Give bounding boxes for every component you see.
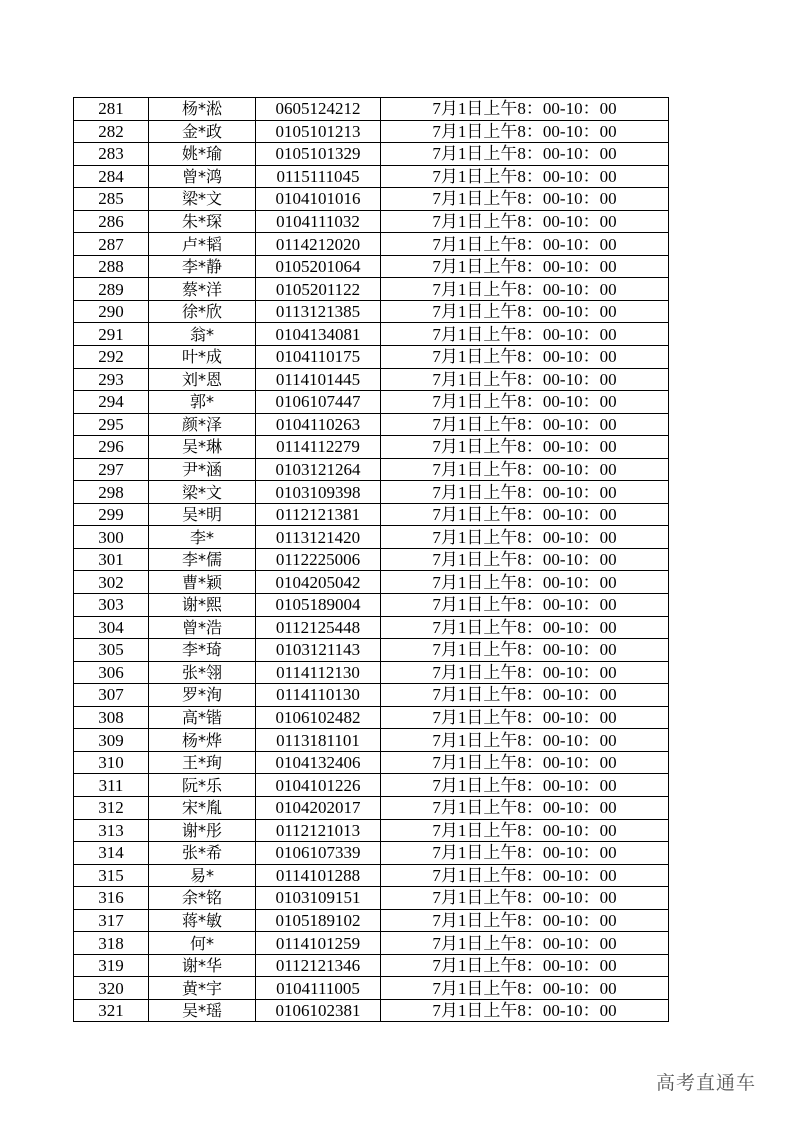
- table-row: [74, 774, 669, 797]
- schedule-rows: [74, 98, 669, 1022]
- student-id-cell: 0112225006: [256, 548, 381, 571]
- table-row: [74, 98, 669, 121]
- table-row: [74, 684, 669, 707]
- student-id-cell: 0112121381: [256, 503, 381, 526]
- table-row: [74, 368, 669, 391]
- exam-time-cell: 7月1日上午8：00-10：00: [381, 594, 669, 617]
- name-cell: 蒋*敏: [149, 909, 256, 932]
- seq-cell: 297: [74, 458, 149, 481]
- name-cell: 黄*宇: [149, 977, 256, 1000]
- exam-time-cell: 7月1日上午8：00-10：00: [381, 864, 669, 887]
- exam-time-cell: 7月1日上午8：00-10：00: [381, 751, 669, 774]
- exam-time-cell: 7月1日上午8：00-10：00: [381, 954, 669, 977]
- name-cell: 余*铭: [149, 887, 256, 910]
- name-cell: 吴*琳: [149, 436, 256, 459]
- seq-cell: 284: [74, 165, 149, 188]
- student-id-cell: 0113181101: [256, 729, 381, 752]
- seq-cell: 298: [74, 481, 149, 504]
- table-row: [74, 751, 669, 774]
- table-row: [74, 503, 669, 526]
- exam-time-cell: 7月1日上午8：00-10：00: [381, 661, 669, 684]
- seq-cell: 291: [74, 323, 149, 346]
- name-cell: 高*锴: [149, 706, 256, 729]
- seq-cell: 290: [74, 300, 149, 323]
- name-cell: 李*: [149, 526, 256, 549]
- exam-time-cell: 7月1日上午8：00-10：00: [381, 323, 669, 346]
- table-row: [74, 706, 669, 729]
- seq-cell: 310: [74, 751, 149, 774]
- seq-cell: 312: [74, 796, 149, 819]
- table-row: [74, 526, 669, 549]
- table-row: [74, 233, 669, 256]
- seq-cell: 299: [74, 503, 149, 526]
- name-cell: 何*: [149, 932, 256, 955]
- seq-cell: 319: [74, 954, 149, 977]
- schedule-table: [73, 97, 669, 1022]
- student-id-cell: 0112125448: [256, 616, 381, 639]
- name-cell: 梁*文: [149, 481, 256, 504]
- name-cell: 金*政: [149, 120, 256, 143]
- exam-time-cell: 7月1日上午8：00-10：00: [381, 368, 669, 391]
- table-row: [74, 436, 669, 459]
- name-cell: 叶*成: [149, 346, 256, 369]
- exam-time-cell: 7月1日上午8：00-10：00: [381, 526, 669, 549]
- table-row: [74, 977, 669, 1000]
- student-id-cell: 0112121013: [256, 819, 381, 842]
- table-row: [74, 278, 669, 301]
- exam-time-cell: 7月1日上午8：00-10：00: [381, 346, 669, 369]
- table-row: [74, 120, 669, 143]
- exam-time-cell: 7月1日上午8：00-10：00: [381, 932, 669, 955]
- table-row: [74, 639, 669, 662]
- seq-cell: 314: [74, 842, 149, 865]
- exam-time-cell: 7月1日上午8：00-10：00: [381, 413, 669, 436]
- name-cell: 蔡*洋: [149, 278, 256, 301]
- name-cell: 尹*涵: [149, 458, 256, 481]
- student-id-cell: 0105189102: [256, 909, 381, 932]
- student-id-cell: 0104101016: [256, 188, 381, 211]
- name-cell: 杨*烨: [149, 729, 256, 752]
- seq-cell: 302: [74, 571, 149, 594]
- table-row: [74, 548, 669, 571]
- exam-time-cell: 7月1日上午8：00-10：00: [381, 706, 669, 729]
- exam-time-cell: 7月1日上午8：00-10：00: [381, 255, 669, 278]
- seq-cell: 305: [74, 639, 149, 662]
- student-id-cell: 0106107339: [256, 842, 381, 865]
- student-id-cell: 0113121385: [256, 300, 381, 323]
- name-cell: 宋*胤: [149, 796, 256, 819]
- seq-cell: 296: [74, 436, 149, 459]
- seq-cell: 285: [74, 188, 149, 211]
- exam-time-cell: 7月1日上午8：00-10：00: [381, 548, 669, 571]
- seq-cell: 321: [74, 999, 149, 1022]
- student-id-cell: 0105189004: [256, 594, 381, 617]
- student-id-cell: 0112121346: [256, 954, 381, 977]
- seq-cell: 295: [74, 413, 149, 436]
- seq-cell: 304: [74, 616, 149, 639]
- exam-time-cell: 7月1日上午8：00-10：00: [381, 729, 669, 752]
- seq-cell: 288: [74, 255, 149, 278]
- exam-time-cell: 7月1日上午8：00-10：00: [381, 481, 669, 504]
- exam-time-cell: 7月1日上午8：00-10：00: [381, 165, 669, 188]
- student-id-cell: 0113121420: [256, 526, 381, 549]
- exam-time-cell: 7月1日上午8：00-10：00: [381, 571, 669, 594]
- student-id-cell: 0114110130: [256, 684, 381, 707]
- exam-time-cell: 7月1日上午8：00-10：00: [381, 300, 669, 323]
- seq-cell: 307: [74, 684, 149, 707]
- name-cell: 曾*浩: [149, 616, 256, 639]
- seq-cell: 294: [74, 391, 149, 414]
- table-row: [74, 796, 669, 819]
- name-cell: 卢*韬: [149, 233, 256, 256]
- table-row: [74, 391, 669, 414]
- exam-time-cell: 7月1日上午8：00-10：00: [381, 188, 669, 211]
- seq-cell: 306: [74, 661, 149, 684]
- exam-time-cell: 7月1日上午8：00-10：00: [381, 278, 669, 301]
- seq-cell: 309: [74, 729, 149, 752]
- name-cell: 谢*华: [149, 954, 256, 977]
- exam-time-cell: 7月1日上午8：00-10：00: [381, 684, 669, 707]
- student-id-cell: 0106107447: [256, 391, 381, 414]
- seq-cell: 282: [74, 120, 149, 143]
- name-cell: 王*珣: [149, 751, 256, 774]
- name-cell: 张*希: [149, 842, 256, 865]
- seq-cell: 316: [74, 887, 149, 910]
- name-cell: 李*琦: [149, 639, 256, 662]
- student-id-cell: 0104202017: [256, 796, 381, 819]
- student-id-cell: 0104110175: [256, 346, 381, 369]
- name-cell: 李*静: [149, 255, 256, 278]
- exam-time-cell: 7月1日上午8：00-10：00: [381, 616, 669, 639]
- table-row: [74, 594, 669, 617]
- table-row: [74, 165, 669, 188]
- name-cell: 张*翎: [149, 661, 256, 684]
- table-row: [74, 481, 669, 504]
- seq-cell: 287: [74, 233, 149, 256]
- student-id-cell: 0104101226: [256, 774, 381, 797]
- seq-cell: 315: [74, 864, 149, 887]
- seq-cell: 283: [74, 143, 149, 166]
- seq-cell: 300: [74, 526, 149, 549]
- table-row: [74, 932, 669, 955]
- table-row: [74, 323, 669, 346]
- seq-cell: 311: [74, 774, 149, 797]
- table-row: [74, 143, 669, 166]
- table-row: [74, 210, 669, 233]
- exam-time-cell: 7月1日上午8：00-10：00: [381, 391, 669, 414]
- student-id-cell: 0106102482: [256, 706, 381, 729]
- name-cell: 李*儒: [149, 548, 256, 571]
- table-row: [74, 188, 669, 211]
- exam-time-cell: 7月1日上午8：00-10：00: [381, 999, 669, 1022]
- student-id-cell: 0103109151: [256, 887, 381, 910]
- student-id-cell: 0103121143: [256, 639, 381, 662]
- exam-time-cell: 7月1日上午8：00-10：00: [381, 120, 669, 143]
- seq-cell: 301: [74, 548, 149, 571]
- table-row: [74, 661, 669, 684]
- exam-time-cell: 7月1日上午8：00-10：00: [381, 503, 669, 526]
- seq-cell: 317: [74, 909, 149, 932]
- name-cell: 谢*熙: [149, 594, 256, 617]
- name-cell: 阮*乐: [149, 774, 256, 797]
- table-row: [74, 729, 669, 752]
- table-row: [74, 909, 669, 932]
- name-cell: 朱*琛: [149, 210, 256, 233]
- exam-time-cell: 7月1日上午8：00-10：00: [381, 143, 669, 166]
- student-id-cell: 0104111032: [256, 210, 381, 233]
- exam-time-cell: 7月1日上午8：00-10：00: [381, 639, 669, 662]
- name-cell: 曹*颖: [149, 571, 256, 594]
- exam-time-cell: 7月1日上午8：00-10：00: [381, 977, 669, 1000]
- student-id-cell: 0105101213: [256, 120, 381, 143]
- name-cell: 吴*明: [149, 503, 256, 526]
- table-row: [74, 954, 669, 977]
- name-cell: 刘*恩: [149, 368, 256, 391]
- student-id-cell: 0114101445: [256, 368, 381, 391]
- name-cell: 翁*: [149, 323, 256, 346]
- watermark-logo: 高考直通车: [656, 1072, 757, 1094]
- student-id-cell: 0103121264: [256, 458, 381, 481]
- name-cell: 罗*洵: [149, 684, 256, 707]
- name-cell: 颜*泽: [149, 413, 256, 436]
- name-cell: 易*: [149, 864, 256, 887]
- student-id-cell: 0104134081: [256, 323, 381, 346]
- exam-time-cell: 7月1日上午8：00-10：00: [381, 842, 669, 865]
- table-row: [74, 346, 669, 369]
- name-cell: 梁*文: [149, 188, 256, 211]
- exam-time-cell: 7月1日上午8：00-10：00: [381, 98, 669, 121]
- table-row: [74, 616, 669, 639]
- student-id-cell: 0104132406: [256, 751, 381, 774]
- seq-cell: 320: [74, 977, 149, 1000]
- student-id-cell: 0605124212: [256, 98, 381, 121]
- exam-time-cell: 7月1日上午8：00-10：00: [381, 909, 669, 932]
- table-row: [74, 999, 669, 1022]
- student-id-cell: 0114112130: [256, 661, 381, 684]
- seq-cell: 313: [74, 819, 149, 842]
- table-row: [74, 255, 669, 278]
- name-cell: 杨*淞: [149, 98, 256, 121]
- student-id-cell: 0104205042: [256, 571, 381, 594]
- table-row: [74, 458, 669, 481]
- student-id-cell: 0105101329: [256, 143, 381, 166]
- student-id-cell: 0105201064: [256, 255, 381, 278]
- exam-time-cell: 7月1日上午8：00-10：00: [381, 233, 669, 256]
- exam-time-cell: 7月1日上午8：00-10：00: [381, 210, 669, 233]
- name-cell: 谢*彤: [149, 819, 256, 842]
- name-cell: 郭*: [149, 391, 256, 414]
- exam-time-cell: 7月1日上午8：00-10：00: [381, 458, 669, 481]
- name-cell: 曾*鸿: [149, 165, 256, 188]
- exam-time-cell: 7月1日上午8：00-10：00: [381, 774, 669, 797]
- student-id-cell: 0104111005: [256, 977, 381, 1000]
- student-id-cell: 0105201122: [256, 278, 381, 301]
- exam-time-cell: 7月1日上午8：00-10：00: [381, 796, 669, 819]
- student-id-cell: 0104110263: [256, 413, 381, 436]
- name-cell: 姚*瑜: [149, 143, 256, 166]
- seq-cell: 289: [74, 278, 149, 301]
- exam-time-cell: 7月1日上午8：00-10：00: [381, 887, 669, 910]
- student-id-cell: 0114101259: [256, 932, 381, 955]
- name-cell: 吴*瑶: [149, 999, 256, 1022]
- table-row: [74, 300, 669, 323]
- seq-cell: 281: [74, 98, 149, 121]
- student-id-cell: 0103109398: [256, 481, 381, 504]
- seq-cell: 293: [74, 368, 149, 391]
- name-cell: 徐*欣: [149, 300, 256, 323]
- student-id-cell: 0115111045: [256, 165, 381, 188]
- student-id-cell: 0114112279: [256, 436, 381, 459]
- seq-cell: 286: [74, 210, 149, 233]
- table-row: [74, 819, 669, 842]
- table-row: [74, 413, 669, 436]
- student-id-cell: 0114101288: [256, 864, 381, 887]
- student-id-cell: 0114212020: [256, 233, 381, 256]
- seq-cell: 292: [74, 346, 149, 369]
- table-row: [74, 864, 669, 887]
- seq-cell: 308: [74, 706, 149, 729]
- seq-cell: 303: [74, 594, 149, 617]
- exam-time-cell: 7月1日上午8：00-10：00: [381, 819, 669, 842]
- table-row: [74, 887, 669, 910]
- student-id-cell: 0106102381: [256, 999, 381, 1022]
- table-row: [74, 571, 669, 594]
- exam-time-cell: 7月1日上午8：00-10：00: [381, 436, 669, 459]
- seq-cell: 318: [74, 932, 149, 955]
- table-row: [74, 842, 669, 865]
